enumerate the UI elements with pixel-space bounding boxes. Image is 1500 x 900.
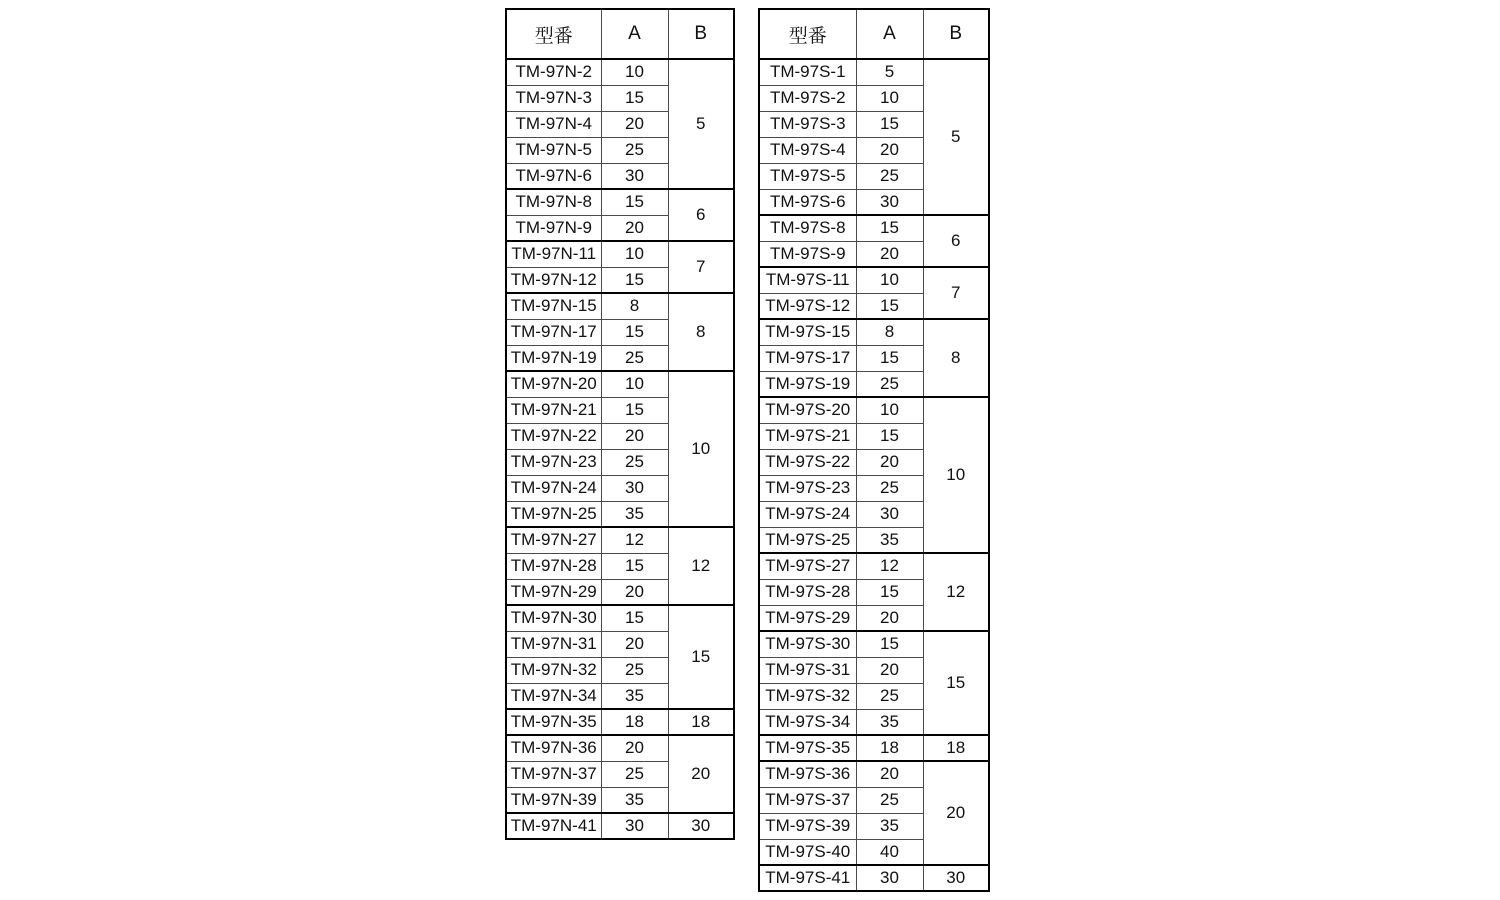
table-body (759, 59, 989, 891)
model-cell: TM-97S-12 (759, 293, 856, 319)
model-cell: TM-97S-29 (759, 605, 856, 631)
b-value-cell: 5 (923, 59, 989, 215)
table-row (759, 59, 989, 85)
table-row (759, 215, 989, 241)
table-row (759, 761, 989, 787)
table-row (506, 605, 734, 631)
model-cell: TM-97N-34 (506, 683, 601, 709)
model-cell: TM-97S-36 (759, 761, 856, 787)
b-value-cell: 7 (668, 241, 734, 293)
model-cell: TM-97S-3 (759, 111, 856, 137)
b-column-header: B (923, 9, 989, 59)
table-row (506, 59, 734, 85)
model-cell: TM-97N-35 (506, 709, 601, 735)
a-value-cell: 15 (601, 553, 668, 579)
a-value-cell: 20 (856, 241, 923, 267)
model-cell: TM-97N-29 (506, 579, 601, 605)
a-value-cell: 15 (601, 319, 668, 345)
model-cell: TM-97N-22 (506, 423, 601, 449)
a-value-cell: 30 (856, 865, 923, 891)
b-value-cell: 8 (668, 293, 734, 371)
a-value-cell: 35 (856, 709, 923, 735)
model-cell: TM-97S-11 (759, 267, 856, 293)
b-value-cell: 15 (923, 631, 989, 735)
a-value-cell: 15 (601, 85, 668, 111)
a-value-cell: 15 (856, 423, 923, 449)
a-value-cell: 5 (856, 59, 923, 85)
a-value-cell: 20 (601, 631, 668, 657)
a-value-cell: 10 (601, 371, 668, 397)
model-cell: TM-97N-21 (506, 397, 601, 423)
model-cell: TM-97N-17 (506, 319, 601, 345)
tm-97n-spec-table (505, 8, 735, 840)
table-row (759, 865, 989, 891)
model-cell: TM-97S-37 (759, 787, 856, 813)
a-value-cell: 30 (601, 163, 668, 189)
a-value-cell: 15 (601, 605, 668, 631)
model-cell: TM-97N-12 (506, 267, 601, 293)
model-cell: TM-97S-15 (759, 319, 856, 345)
b-value-cell: 20 (668, 735, 734, 813)
a-value-cell: 40 (856, 839, 923, 865)
a-value-cell: 35 (601, 787, 668, 813)
header-row (759, 9, 989, 59)
b-value-cell: 8 (923, 319, 989, 397)
a-value-cell: 25 (601, 761, 668, 787)
a-value-cell: 20 (601, 735, 668, 761)
a-value-cell: 12 (856, 553, 923, 579)
a-value-cell: 12 (601, 527, 668, 553)
a-value-cell: 15 (856, 579, 923, 605)
b-value-cell: 10 (668, 371, 734, 527)
tm-97s-spec-table (758, 8, 990, 892)
model-cell: TM-97S-20 (759, 397, 856, 423)
a-value-cell: 20 (601, 111, 668, 137)
a-value-cell: 30 (856, 189, 923, 215)
model-cell: TM-97S-21 (759, 423, 856, 449)
table-row (759, 319, 989, 345)
a-value-cell: 8 (601, 293, 668, 319)
table-row (506, 735, 734, 761)
a-value-cell: 25 (601, 657, 668, 683)
model-cell: TM-97N-24 (506, 475, 601, 501)
model-cell: TM-97N-32 (506, 657, 601, 683)
model-cell: TM-97S-22 (759, 449, 856, 475)
model-cell: TM-97N-15 (506, 293, 601, 319)
model-cell: TM-97S-24 (759, 501, 856, 527)
b-value-cell: 18 (923, 735, 989, 761)
model-cell: TM-97S-17 (759, 345, 856, 371)
a-value-cell: 25 (601, 137, 668, 163)
model-column-header: 型番 (759, 9, 856, 59)
model-cell: TM-97N-30 (506, 605, 601, 631)
model-cell: TM-97N-4 (506, 111, 601, 137)
b-value-cell: 12 (923, 553, 989, 631)
a-value-cell: 35 (601, 683, 668, 709)
b-value-cell: 10 (923, 397, 989, 553)
a-value-cell: 35 (601, 501, 668, 527)
table-row (506, 241, 734, 267)
model-cell: TM-97S-28 (759, 579, 856, 605)
a-value-cell: 20 (856, 657, 923, 683)
model-cell: TM-97N-8 (506, 189, 601, 215)
model-cell: TM-97N-23 (506, 449, 601, 475)
model-cell: TM-97N-41 (506, 813, 601, 839)
model-column-header: 型番 (506, 9, 601, 59)
b-value-cell: 30 (923, 865, 989, 891)
model-cell: TM-97S-35 (759, 735, 856, 761)
table-body (506, 59, 734, 839)
b-value-cell: 15 (668, 605, 734, 709)
b-value-cell: 18 (668, 709, 734, 735)
b-value-cell: 5 (668, 59, 734, 189)
table-row (759, 397, 989, 423)
model-cell: TM-97N-20 (506, 371, 601, 397)
a-value-cell: 30 (856, 501, 923, 527)
a-value-cell: 10 (601, 241, 668, 267)
model-cell: TM-97N-27 (506, 527, 601, 553)
table-row (759, 735, 989, 761)
a-value-cell: 10 (856, 397, 923, 423)
a-value-cell: 18 (856, 735, 923, 761)
a-value-cell: 15 (856, 111, 923, 137)
model-cell: TM-97S-39 (759, 813, 856, 839)
a-column-header: A (856, 9, 923, 59)
a-column-header: A (601, 9, 668, 59)
a-value-cell: 20 (856, 137, 923, 163)
a-value-cell: 25 (856, 163, 923, 189)
a-value-cell: 25 (856, 371, 923, 397)
a-value-cell: 15 (856, 345, 923, 371)
model-cell: TM-97S-27 (759, 553, 856, 579)
b-value-cell: 12 (668, 527, 734, 605)
a-value-cell: 20 (601, 215, 668, 241)
model-cell: TM-97S-2 (759, 85, 856, 111)
model-cell: TM-97S-4 (759, 137, 856, 163)
model-cell: TM-97S-8 (759, 215, 856, 241)
a-value-cell: 18 (601, 709, 668, 735)
a-value-cell: 15 (856, 215, 923, 241)
model-cell: TM-97N-9 (506, 215, 601, 241)
b-value-cell: 6 (668, 189, 734, 241)
model-cell: TM-97N-31 (506, 631, 601, 657)
a-value-cell: 20 (856, 605, 923, 631)
model-cell: TM-97S-30 (759, 631, 856, 657)
model-cell: TM-97S-9 (759, 241, 856, 267)
model-cell: TM-97S-5 (759, 163, 856, 189)
a-value-cell: 15 (601, 397, 668, 423)
model-cell: TM-97S-6 (759, 189, 856, 215)
a-value-cell: 25 (856, 683, 923, 709)
model-cell: TM-97N-39 (506, 787, 601, 813)
a-value-cell: 35 (856, 527, 923, 553)
b-value-cell: 20 (923, 761, 989, 865)
model-cell: TM-97N-3 (506, 85, 601, 111)
model-cell: TM-97S-1 (759, 59, 856, 85)
model-cell: TM-97N-19 (506, 345, 601, 371)
model-cell: TM-97N-36 (506, 735, 601, 761)
table-row (506, 189, 734, 215)
a-value-cell: 10 (856, 267, 923, 293)
model-cell: TM-97N-2 (506, 59, 601, 85)
model-cell: TM-97S-31 (759, 657, 856, 683)
table-row (506, 371, 734, 397)
a-value-cell: 35 (856, 813, 923, 839)
table-row (506, 293, 734, 319)
model-cell: TM-97N-5 (506, 137, 601, 163)
a-value-cell: 25 (601, 449, 668, 475)
model-cell: TM-97S-23 (759, 475, 856, 501)
a-value-cell: 10 (856, 85, 923, 111)
model-cell: TM-97N-37 (506, 761, 601, 787)
model-cell: TM-97S-32 (759, 683, 856, 709)
table-row (506, 527, 734, 553)
b-value-cell: 7 (923, 267, 989, 319)
model-cell: TM-97S-41 (759, 865, 856, 891)
a-value-cell: 10 (601, 59, 668, 85)
a-value-cell: 25 (856, 787, 923, 813)
a-value-cell: 8 (856, 319, 923, 345)
a-value-cell: 15 (601, 267, 668, 293)
b-value-cell: 6 (923, 215, 989, 267)
a-value-cell: 15 (856, 631, 923, 657)
model-cell: TM-97S-19 (759, 371, 856, 397)
b-value-cell: 30 (668, 813, 734, 839)
table-row (759, 267, 989, 293)
table-row (759, 553, 989, 579)
table-row (759, 631, 989, 657)
a-value-cell: 20 (601, 423, 668, 449)
b-column-header: B (668, 9, 734, 59)
header-row (506, 9, 734, 59)
a-value-cell: 25 (856, 475, 923, 501)
a-value-cell: 25 (601, 345, 668, 371)
model-cell: TM-97S-40 (759, 839, 856, 865)
model-cell: TM-97N-28 (506, 553, 601, 579)
model-cell: TM-97N-11 (506, 241, 601, 267)
a-value-cell: 20 (856, 761, 923, 787)
a-value-cell: 20 (856, 449, 923, 475)
a-value-cell: 30 (601, 813, 668, 839)
a-value-cell: 15 (856, 293, 923, 319)
model-cell: TM-97S-25 (759, 527, 856, 553)
model-cell: TM-97N-25 (506, 501, 601, 527)
model-cell: TM-97N-6 (506, 163, 601, 189)
a-value-cell: 30 (601, 475, 668, 501)
model-cell: TM-97S-34 (759, 709, 856, 735)
a-value-cell: 20 (601, 579, 668, 605)
table-row (506, 813, 734, 839)
a-value-cell: 15 (601, 189, 668, 215)
table-row (506, 709, 734, 735)
